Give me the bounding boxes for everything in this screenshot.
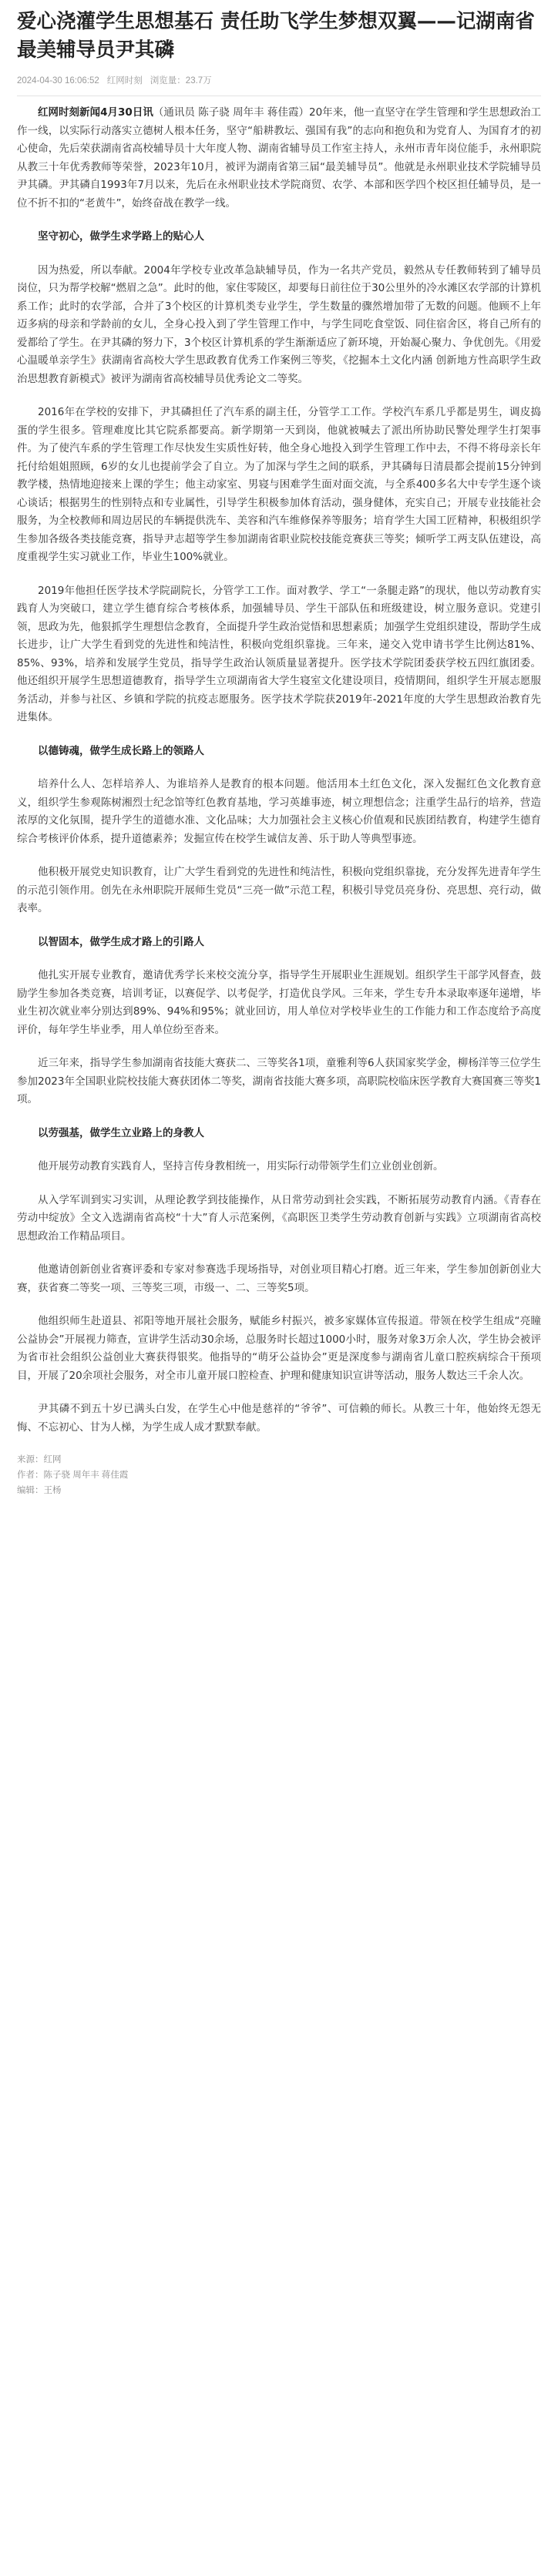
paragraph: 从入学军训到实习实训，从理论教学到技能操作，从日常劳动到社会实践，不断拓展劳动教育内涵。《青春在劳动中绽放》全文入选湖南省高校“十大”育人示范案例，《高职医卫类学生劳动教育创新与实践》立项湖南省高校思想政治工作精品项目。	[17, 1193, 541, 1243]
paragraph: 尹其磷不到五十岁已满头白发，在学生心中他是慈祥的“爷爷”、可信赖的师长。从教三十年，他始终无怨无悔、不忘初心、甘为人梯，为学生成人成才默默奉献。	[17, 1403, 541, 1434]
lead-dateline: 红网时刻新闻4月30日讯	[38, 106, 153, 119]
lead-text: （通讯员 陈子骁 周年丰 蒋佳霞）20年来，他一直坚守在学生管理和学生思想政治工作一线，以实际行动落实立德树人根本任务，坚守“船耕教坛、强国有我”的志向和抱负和为党育人、为国育才的初心使命，先后荣获湖南省高校辅导员十大年度人物、湖南省辅导员工作室主持人，永州市青年岗位能手，永州职院从教三十年优秀教师等荣誉，2023年10月，被评为湖南省第三届“最美辅导员”。他就是永州职业技术学院辅导员尹其磷。尹其磷自1993年7月以来，先后在永州职业技术学院商贸、农学、本部和医学四个校区担任辅导员，是一位不折不扣的“老黄牛”，始终奋战在教学一线。	[17, 106, 541, 210]
paragraph: 他组织师生赴道县、祁阳等地开展社会服务，赋能乡村振兴，被多家媒体宣传报道。带领在校学生组成“亮瞳公益协会”开展视力筛查，宣讲学生活动30余场，总服务时长超过1000小时，服务对象3万余人次，学生协会被评为省市社会组织公益创业大赛获得银奖。他指导的“萌牙公益协会”更是深度参与湖南省儿童口腔疾病综合干预项目，开展了20余项社会服务，对全市儿童开展口腔检查、护理和健康知识宣讲等活动，服务人数达三千余人次。	[17, 1315, 541, 1382]
paragraph: 他邀请创新创业省赛评委和专家对参赛选手现场指导，对创业项目精心打磨。近三年来，学生参加创新创业大赛，获省赛二等奖一项、三等奖三项，市级一、二、三等奖5项。	[17, 1263, 541, 1294]
paragraph: 近三年来，指导学生参加湖南省技能大赛获二、三等奖各1项，童雅利等6人获国家奖学金，柳杨洋等三位学生参加2023年全国职业院校技能大赛获团体二等奖，湖南省技能大赛多项，高职院校临床医学教育大赛国赛三等奖1项。	[17, 1057, 541, 1105]
section-heading: 以智固本，做学生成才路上的引路人	[38, 935, 204, 948]
source-link[interactable]: 红网时刻	[106, 76, 143, 86]
paragraph: 他积极开展党史知识教育，让广大学生看到党的先进性和纯洁性，积极向党组织靠拢，充分发挥先进青年学生的示范引领作用。创先在永州职院开展师生党员“三亮一做”示范工程，积极引导党员亮身份、亮思想、亮行动，做表率。	[17, 866, 541, 914]
view-count: 浏览量：23.7万	[150, 76, 212, 86]
paragraph: 因为热爱，所以奉献。2004年学校专业改革急缺辅导员，作为一名共产党员，毅然从专任教师转到了辅导员岗位，只为帮学校解“燃眉之急”。此时的他，家住零陵区，却要每日前往位于30公里外的冷水滩区农学部的计算机系工作；此时的农学部，合并了3个校区的计算机类专业学生，学生数量的骤然增加带了无数的问题。他顾不上年迈多病的母亲和学龄前的女儿，全身心投入到了学生管理工作中，与学生同吃食堂饭、同住宿舍区，将自己所有的爱都给了学生。在尹其磷的努力下，3个校区计算机系的学生渐渐适应了新环境，开始凝心聚力、争优创先。《用爱心温暖单亲学生》获湖南省高校大学生思政教育优秀工作案例三等奖，《挖掘本土文化内涵 创新地方性高职学生政治思想教育新模式》被评为湖南省高校辅导员优秀论文二等奖。	[17, 263, 541, 385]
publish-date: 2024-04-30 16:06:52	[17, 76, 99, 86]
section-heading: 以劳强基，做学生立业路上的身教人	[38, 1126, 204, 1139]
paragraph: 培养什么人、怎样培养人、为谁培养人是教育的根本问题。他活用本土红色文化，深入发掘红色文化教育意义，组织学生参观陈树湘烈士纪念馆等红色教育基地，学习英雄事迹，树立理想信念；注重学生品行的培养，营造浓厚的文化氛围，提升学生的道德水准、文化品味；大力加强社会主义核心价值观和民族团结教育，构建学生德育综合考核评价体系，提升道德素养；发掘宣传在校学生诚信友善、乐于助人等典型事迹。	[17, 778, 541, 845]
footer-editor: 编辑：王杨	[17, 1486, 62, 1495]
article-title: 爱心浇灌学生思想基石 责任助飞学生梦想双翼——记湖南省最美辅导员尹其磷	[17, 10, 535, 62]
article-meta	[17, 74, 541, 88]
article-footer	[17, 1452, 541, 1498]
section-heading: 以德铸魂，做学生成长路上的领路人	[38, 744, 204, 757]
footer-author: 作者：陈子骁 周年丰 蒋佳霞	[17, 1471, 129, 1480]
paragraph: 他开展劳动教育实践育人，坚持言传身教相统一，用实际行动带领学生们立业创业创新。	[38, 1160, 444, 1172]
paragraph: 2016年在学校的安排下，尹其磷担任了汽车系的副主任，分管学工工作。学校汽车系几乎都是男生，调皮捣蛋的学生很多。管理难度比其它院系都要高。新学期第一天到岗，他就被喊去了派出所协助民警处理学生打架事件。为了使汽车系的学生管理工作尽快发生实质性好转，他全身心地投入到学生管理工作中去，不得不将母亲长年托付给姐姐照顾，6岁的女儿也提前学会了自立。为了加深与学生之间的联系，尹其磷每日清晨都会提前15分钟到教学楼，热情地迎接来上课的学生；他主动家室、男寝与困难学生面对面交流，与全系400多名大中专学生逐个谈心谈话；根据男生的性别特点和专业属性，引导学生积极参加体育活动，强身健体，充实自己；开展专业技能社会服务，为全校教师和周边居民的车辆提供洗车、美容和汽车维修保养等服务；培育学生大国工匠精神，积极组织学生参加各级各类技能竞赛，指导尹志超等学生参加湖南省职业院校技能竞赛获三等奖；倾听学工两支队伍建设，高度重视学生实习就业工作，毕业生100%就业。	[17, 406, 541, 563]
section-heading: 坚守初心，做学生求学路上的贴心人	[38, 230, 204, 243]
article-body	[17, 104, 541, 1437]
lead-paragraph	[17, 104, 541, 213]
footer-source: 来源：红网	[17, 1455, 62, 1464]
paragraph: 他扎实开展专业教育，邀请优秀学长来校交流分享，指导学生开展职业生涯规划。组织学生干部学风督查，鼓励学生参加各类竞赛，培训考证，以赛促学、以考促学，打造优良学风。三年来，学生专升本录取率逐年递增，毕业生初次就业率分别达到89%、94%和95%；就业回访，用人单位对学校毕业生的工作能力和工作态度给予高度评价，每年学生毕业季，用人单位纷至沓来。	[17, 969, 541, 1036]
paragraph: 2019年他担任医学技术学院副院长，分管学工工作。面对教学、学工“一条腿走路”的现状，他以劳动教育实践育人为突破口，建立学生德育综合考核体系，加强辅导员、学生干部队伍和班级建设，树立服务意识。党建引领，思政为先，他狠抓学生理想信念教育，全面提升学生政治觉悟和思想素质；加强学生党组织建设，帮助学生成长进步，让广大学生看到党的先进性和纯洁性，积极向党组织靠拢。三年来，递交入党申请书学生比例达81%、85%、93%，培养和发展学生党员，指导学生政治认领质量显著提升。医学技术学院团委获学校五四红旗团委。他还组织开展学生思想道德教育，指导学生立项湖南省大学生寝室文化建设项目，疫情期间，组织学生开展志愿服务活动，并参与社区、乡镇和学院的抗疫志愿服务。医学技术学院获2019年-2021年度的大学生思想政治教育先进集体。	[17, 584, 541, 723]
